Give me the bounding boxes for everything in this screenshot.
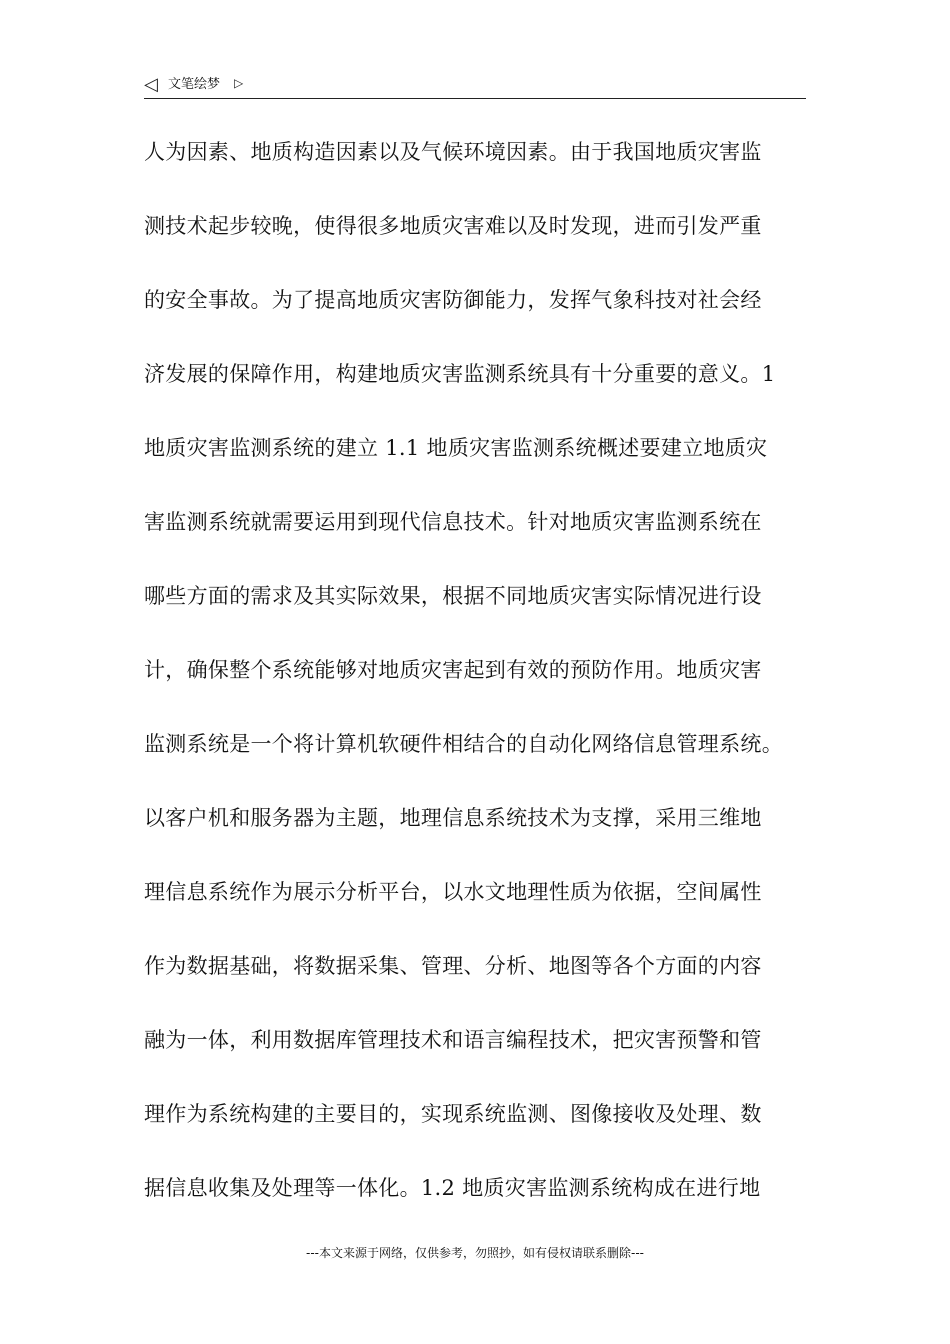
text-line: 哪些方面的需求及其实际效果，根据不同地质灾害实际情况进行设: [144, 584, 762, 608]
text-line: 监测系统是一个将计算机软硬件相结合的自动化网络信息管理系统。: [144, 732, 783, 756]
header-title: 文笔绘梦: [168, 77, 221, 92]
text-line: 害监测系统就需要运用到现代信息技术。针对地质灾害监测系统在: [144, 510, 762, 534]
triangle-right-icon: ▷: [234, 76, 244, 90]
text-line: 测技术起步较晚，使得很多地质灾害难以及时发现，进而引发严重: [144, 214, 762, 238]
text-line: 的安全事故。为了提高地质灾害防御能力，发挥气象科技对社会经: [144, 288, 762, 312]
text-line: 融为一体，利用数据库管理技术和语言编程技术，把灾害预警和管: [144, 1028, 762, 1052]
text-line: 理作为系统构建的主要目的，实现系统监测、图像接收及处理、数: [144, 1102, 762, 1126]
text-line: 理信息系统作为展示分析平台，以水文地理性质为依据，空间属性: [144, 880, 762, 904]
text-line: 人为因素、地质构造因素以及气候环境因素。由于我国地质灾害监: [144, 140, 762, 164]
body-text: [144, 132, 814, 1242]
text-line: 地质灾害监测系统的建立 1.1 地质灾害监测系统概述要建立地质灾: [144, 436, 768, 460]
text-line: 据信息收集及处理等一体化。1.2 地质灾害监测系统构成在进行地: [144, 1176, 761, 1200]
text-line: 以客户机和服务器为主题，地理信息系统技术为支撑，采用三维地: [144, 806, 762, 830]
page-header: [144, 74, 806, 99]
text-line: 计，确保整个系统能够对地质灾害起到有效的预防作用。地质灾害: [144, 658, 762, 682]
text-line: 济发展的保障作用，构建地质灾害监测系统具有十分重要的意义。1: [144, 362, 776, 386]
triangle-left-icon: ◁: [144, 74, 158, 95]
footer-disclaimer: ---本文来源于网络，仅供参考，勿照抄，如有侵权请联系删除---: [306, 1246, 644, 1260]
text-line: 作为数据基础，将数据采集、管理、分析、地图等各个方面的内容: [144, 954, 762, 978]
